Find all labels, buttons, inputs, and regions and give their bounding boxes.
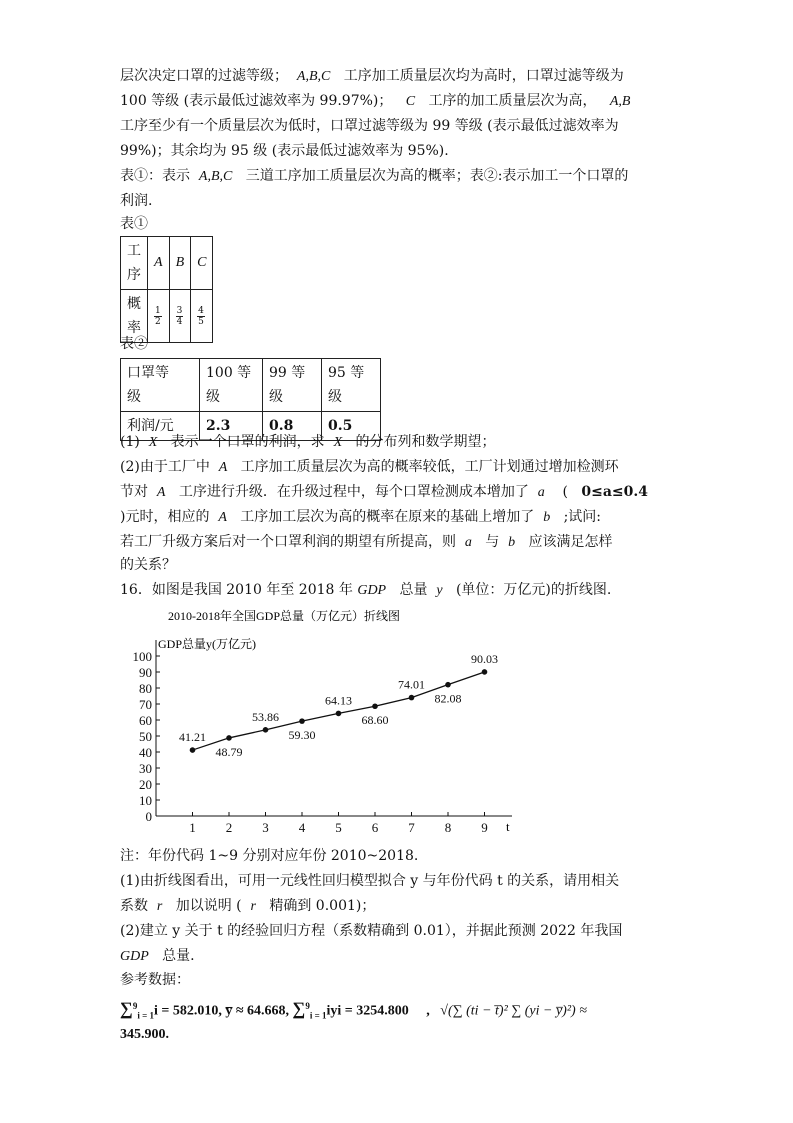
data-label: 64.13 [325, 693, 352, 708]
text-line: 层次决定口罩的过滤等级； A,B,C 工序加工质量层次均为高时，口罩过滤等级为 [120, 68, 624, 84]
table-header-cell: 概 率 [121, 290, 148, 343]
data-point [336, 711, 342, 717]
data-label: 41.21 [179, 730, 206, 745]
x-tick-label: 1 [189, 820, 196, 835]
plot-area [133, 640, 513, 835]
reference-label: 参考数据： [120, 972, 190, 988]
data-label: 82.08 [434, 691, 462, 706]
y-tick-label: 60 [139, 713, 152, 728]
profit-table [120, 358, 381, 441]
text-line: 工序至少有一个质量层次为低时，口罩过滤等级为 99 等级 (表示最低过滤效率为 [120, 118, 619, 134]
text-line: )元时，相应的 A 工序加工层次为高的概率在原来的基础上增加了 b ;试问: [120, 509, 601, 525]
y-tick-label: 70 [139, 697, 152, 712]
y-axis-label: GDP总量y(万亿元) [158, 637, 256, 651]
reference-value: 345.900. [120, 1027, 169, 1042]
data-point [409, 695, 415, 701]
text-line: 节对 A 工序进行升级．在升级过程中，每个口罩检测成本增加了 a ( 0≤a≤0.4 [120, 484, 649, 500]
x-axis-label: t [506, 819, 510, 834]
table-header-cell: 95 等 级 [322, 359, 381, 412]
chart-title: 2010-2018年全国GDP总量（万亿元）折线图 [168, 609, 401, 623]
data-point [190, 747, 196, 753]
y-tick-label: 40 [139, 745, 152, 760]
table-cell [169, 290, 191, 343]
data-point [372, 703, 378, 709]
table-header-cell: 工 序 [121, 237, 148, 290]
y-tick-label: 100 [132, 649, 152, 664]
text-line: (1)由折线图看出，可用一元线性回归模型拟合 y 与年份代码 t 的关系，请用相关 [120, 873, 620, 889]
text-line: 100 等级 (表示最低过滤效率为 99.97%)； C 工序的加工质量层次为高， A,B [120, 93, 631, 109]
table-cell: 0.8 [263, 412, 322, 441]
text-line: 表①：表示 A,B,C 三道工序加工质量层次为高的概率；表②:表示加工一个口罩的 [120, 168, 629, 184]
table-header-cell: 99 等 级 [263, 359, 322, 412]
data-point [226, 735, 232, 741]
data-point [299, 718, 305, 724]
data-label: 68.60 [361, 713, 389, 728]
text-line: (1) X 表示一个口罩的利润，求 X 的分布列和数学期望； [120, 434, 496, 450]
fraction: $\frac{4}{5}$ [198, 305, 204, 327]
y-tick-label: 80 [139, 681, 152, 696]
data-label: 59.30 [288, 728, 316, 743]
x-tick-label: 8 [444, 820, 452, 835]
table2-label: 表② [120, 336, 148, 352]
table-row [121, 237, 213, 290]
gdp-line-chart [120, 602, 540, 842]
text-line: (2)建立 y 关于 t 的经验回归方程（系数精确到 0.01），并据此预测 2022 年我国 [120, 923, 623, 939]
table-header-cell: 口罩等 级 [121, 359, 200, 412]
x-tick-label: 9 [481, 820, 488, 835]
x-tick-label: 5 [335, 820, 342, 835]
y-tick-label: 20 [139, 777, 152, 792]
text-line: GDP 总量. [120, 948, 195, 964]
table-cell: 2.3 [200, 412, 263, 441]
fraction: $\frac{1}{2}$ [155, 305, 161, 327]
table1-label: 表① [120, 216, 148, 232]
table-cell [191, 290, 213, 343]
data-point [263, 727, 269, 733]
table-cell: C [191, 237, 213, 290]
x-tick-label: 2 [225, 820, 233, 835]
table-header-cell: 100 等 级 [200, 359, 263, 412]
data-label: 90.03 [471, 651, 498, 666]
data-label: 53.86 [252, 709, 279, 724]
note: 注：年份代码 1~9 分别对应年份 2010~2018. [120, 848, 419, 864]
text-line: (2)由于工厂中 A 工序加工质量层次为高的概率较低，工厂计划通过增加检测环 [120, 459, 619, 475]
table-cell [148, 290, 170, 343]
text-line: 系数 r 加以说明 ( r 精确到 0.001)； [120, 898, 376, 914]
table-cell: 利润/元 [121, 412, 200, 441]
text-line: 利润. [120, 193, 153, 209]
data-point [482, 669, 488, 675]
reference-formula: ∑$^9_{i = 1}$i = 582.010, y̅ ≈ 64.668, ∑$^9_{i = 1}$iyi = 3254.800 , √(∑ (ti − t̅)² ∑ (yi − y̅)²) ≈ [120, 998, 587, 1021]
text-line: 的关系？ [120, 557, 176, 573]
table-cell: A [148, 237, 170, 290]
y-tick-label: 50 [139, 729, 152, 744]
x-tick-label: 7 [408, 820, 415, 835]
data-label: 48.79 [215, 744, 243, 759]
table-cell: 0.5 [322, 412, 381, 441]
probability-table [120, 236, 213, 343]
y-tick-label: 0 [145, 809, 152, 824]
fraction: $\frac{3}{4}$ [176, 305, 183, 327]
x-tick-label: 4 [298, 820, 306, 835]
data-label: 74.01 [398, 677, 425, 692]
y-tick-label: 10 [139, 793, 152, 808]
problem-16-heading: 16．如图是我国 2010 年至 2018 年 GDP 总量 y (单位：万亿元)的折线图. [120, 582, 612, 598]
text-line: 99%)；其余均为 95 级 (表示最低过滤效率为 95%). [120, 143, 449, 159]
x-tick-label: 3 [262, 820, 269, 835]
text-line: 若工厂升级方案后对一个口罩利润的期望有所提高，则 a 与 b 应该满足怎样 [120, 534, 613, 550]
y-tick-label: 30 [139, 761, 152, 776]
data-point [445, 682, 451, 688]
table-row [121, 359, 381, 412]
table-cell: B [169, 237, 191, 290]
y-tick-label: 90 [139, 665, 152, 680]
x-tick-label: 6 [371, 820, 379, 835]
